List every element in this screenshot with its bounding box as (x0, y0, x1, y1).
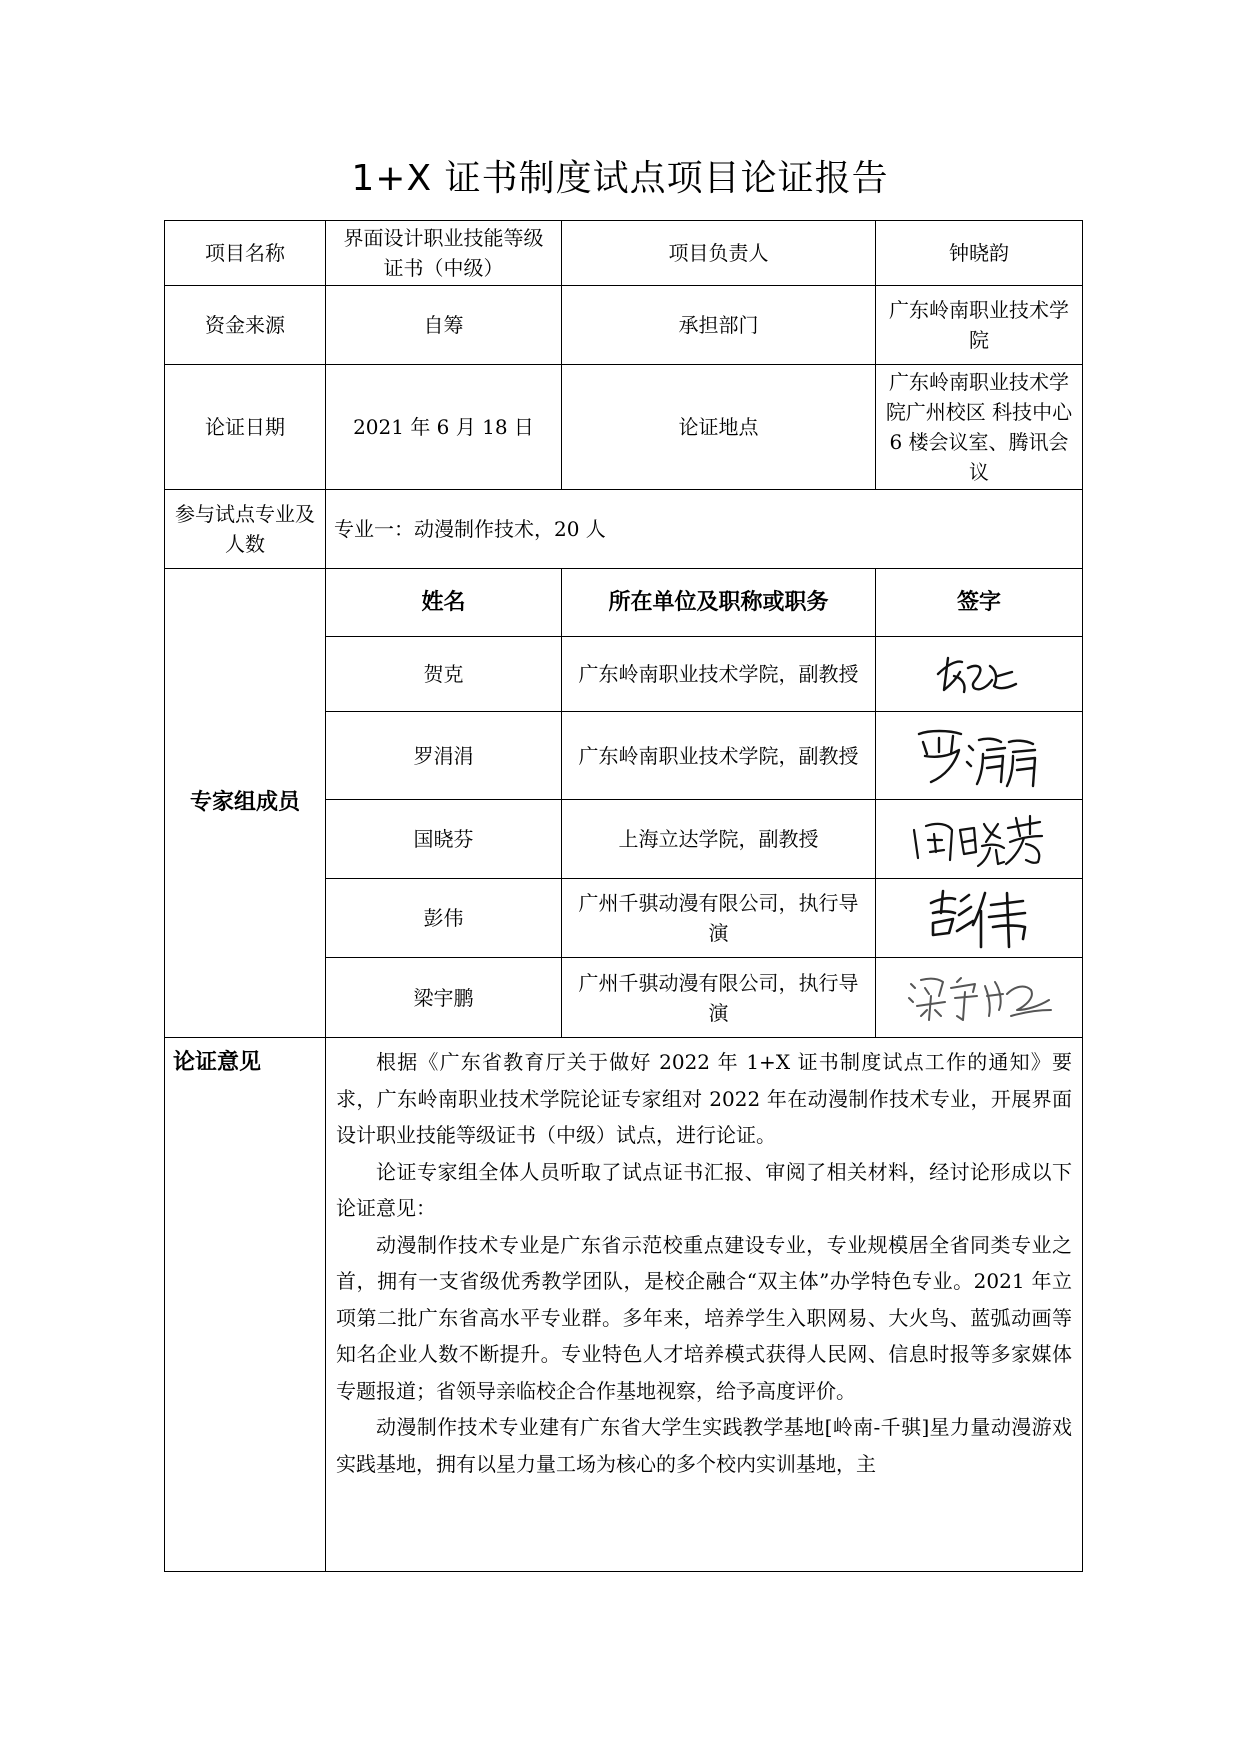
signature-cell (876, 800, 1083, 879)
signature-image (924, 646, 1034, 702)
place-value: 广东岭南职业技术学院广州校区 科技中心 6 楼会议室、腾讯会议 (876, 365, 1083, 490)
header-name: 姓名 (326, 569, 562, 637)
leader-value: 钟晓韵 (876, 221, 1083, 286)
fund-label: 资金来源 (165, 286, 326, 365)
project-name-label: 项目名称 (165, 221, 326, 286)
opinion-paragraph: 动漫制作技术专业是广东省示范校重点建设专业，专业规模居全省同类专业之首，拥有一支省级优秀教学团队，是校企融合“双主体”办学特色专业。2021 年立项第二批广东省高水平专业群。多年来，培养学生入职网易、大火鸟、蓝弧动画等知名企业人数不断提升。专业特色人才培养模式获得人民网、信息时报等多家媒体专题报道；省领导亲临校企合作基地视察，给予高度评价。 (336, 1232, 1072, 1403)
place-label: 论证地点 (562, 365, 876, 490)
opinion-paragraph: 动漫制作技术专业建有广东省大学生实践教学基地[岭南-千骐]星力量动漫游戏实践基地，拥有以星力量工场为核心的多个校内实训基地，主 (336, 1415, 1072, 1476)
expert-group-label: 专家组成员 (165, 569, 326, 1038)
signature-cell (876, 879, 1083, 958)
signature-image (904, 806, 1054, 872)
majors-label: 参与试点专业及人数 (165, 490, 326, 569)
signature-image (899, 966, 1059, 1030)
expert-unit: 上海立达学院，副教授 (562, 800, 876, 879)
page-title: 1+X 证书制度试点项目论证报告 (351, 158, 889, 199)
opinion-paragraph: 论证专家组全体人员听取了试点证书汇报、审阅了相关材料，经讨论形成以下论证意见： (336, 1159, 1072, 1220)
expert-unit: 广东岭南职业技术学院，副教授 (562, 712, 876, 800)
opinion-paragraph: 根据《广东省教育厅关于做好 2022 年 1+X 证书制度试点工作的通知》要求，广东岭南职业技术学院论证专家组对 2022 年在动漫制作技术专业，开展界面设计职业技能等级证书（中级）试点，进行论证。 (336, 1050, 1072, 1147)
signature-cell (876, 637, 1083, 712)
project-name-value: 界面设计职业技能等级证书（中级） (326, 221, 562, 286)
expert-name: 国晓芬 (326, 800, 562, 879)
header-signature: 签字 (876, 569, 1083, 637)
date-value: 2021 年 6 月 18 日 (326, 365, 562, 490)
opinion-content (326, 1038, 1083, 1572)
date-label: 论证日期 (165, 365, 326, 490)
dept-label: 承担部门 (562, 286, 876, 365)
expert-name: 彭伟 (326, 879, 562, 958)
expert-name: 梁宇鹏 (326, 958, 562, 1038)
fund-value: 自筹 (326, 286, 562, 365)
expert-unit: 广州千骐动漫有限公司，执行导演 (562, 958, 876, 1038)
opinion-label: 论证意见 (165, 1038, 326, 1572)
report-table (164, 220, 1083, 1572)
header-unit: 所在单位及职称或职务 (562, 569, 876, 637)
expert-unit: 广东岭南职业技术学院，副教授 (562, 637, 876, 712)
majors-value: 专业一：动漫制作技术，20 人 (326, 490, 1083, 569)
signature-cell (876, 712, 1083, 800)
signature-image (909, 720, 1049, 792)
expert-unit: 广州千骐动漫有限公司，执行导演 (562, 879, 876, 958)
dept-value: 广东岭南职业技术学院 (876, 286, 1083, 365)
leader-label: 项目负责人 (562, 221, 876, 286)
expert-name: 贺克 (326, 637, 562, 712)
expert-name: 罗涓涓 (326, 712, 562, 800)
signature-image (919, 883, 1039, 953)
signature-cell (876, 958, 1083, 1038)
